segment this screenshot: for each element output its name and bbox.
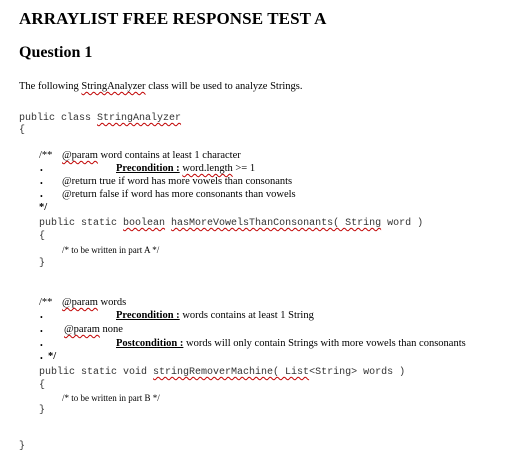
bullet-b3: •: [40, 341, 43, 350]
pre-label-b: Precondition :: [116, 310, 180, 321]
method-b-close-brace: }: [39, 405, 46, 416]
bullet-b4: •: [40, 354, 43, 363]
sig-suffix-b: <String> words ): [309, 367, 406, 378]
method-b-body: /* to be written in part B */: [62, 393, 160, 403]
class-declaration: [19, 113, 181, 124]
method-a-signature: [39, 218, 423, 229]
param2-text-b: none: [99, 324, 123, 335]
class-decl-prefix: public class: [19, 113, 98, 124]
pre-text-b: words contains at least 1 String: [179, 310, 314, 321]
doc-close-b: */: [48, 351, 57, 362]
bullet-b1: •: [40, 313, 43, 322]
pre-expr-code-a: word.length: [182, 163, 233, 174]
pre-label-a: Precondition :: [116, 163, 180, 174]
return-false-a: @return false if word has more consonants than vowels: [62, 189, 296, 200]
post-text-b: words will only contain Strings with more vowels than consonants: [183, 338, 466, 349]
precondition-line-a: [116, 163, 255, 174]
doc-close-a: */: [39, 202, 48, 213]
sig-suffix-a: word ): [381, 218, 424, 229]
sig-prefix-b: public static void: [39, 367, 154, 378]
sig-name-b: stringRemoverMachine( List: [153, 367, 310, 378]
class-decl-name: StringAnalyzer: [97, 113, 182, 124]
method-b-signature: [39, 367, 405, 378]
method-a-close-brace: }: [39, 258, 46, 269]
param-line-b: [62, 297, 126, 308]
intro-paragraph: [19, 81, 302, 92]
class-close-brace: }: [19, 441, 26, 452]
param2-tag-b: @param: [64, 324, 100, 335]
method-a-open-brace: {: [39, 231, 46, 242]
param-text-b: words: [97, 297, 127, 308]
param-tag-b: @param: [62, 297, 98, 308]
doc-open-b: /**: [39, 297, 53, 308]
sig-type-a: boolean: [123, 218, 166, 229]
sig-prefix-a: public static: [39, 218, 124, 229]
bullet-a1: •: [40, 166, 43, 175]
sig-name-a: hasMoreVowelsThanConsonants( String: [171, 218, 382, 229]
param-tag-a: @param: [62, 150, 98, 161]
post-label-b: Postcondition :: [116, 338, 184, 349]
intro-after: class will be used to analyze Strings.: [145, 81, 303, 92]
question-heading: Question 1: [19, 44, 93, 61]
return-true-a: @return true if word has more vowels than consonants: [62, 176, 293, 187]
postcondition-line-b: [116, 338, 466, 349]
param-line-a: [62, 150, 241, 161]
bullet-a2: •: [40, 179, 43, 188]
doc-open-a: /**: [39, 150, 53, 161]
pre-expr-rest-a: >= 1: [232, 163, 256, 174]
param-text-a: word contains at least 1 character: [97, 150, 241, 161]
param2-line-b: [64, 324, 123, 335]
bullet-b2: •: [40, 327, 43, 336]
document-title: ARRAYLIST FREE RESPONSE TEST A: [19, 9, 327, 28]
intro-before: The following: [19, 81, 82, 92]
method-a-body: /* to be written in part A */: [62, 245, 160, 255]
method-b-open-brace: {: [39, 380, 46, 391]
intro-class-name: StringAnalyzer: [81, 81, 146, 92]
class-open-brace: {: [19, 125, 26, 136]
precondition-line-b: [116, 310, 314, 321]
bullet-a3: •: [40, 192, 43, 201]
